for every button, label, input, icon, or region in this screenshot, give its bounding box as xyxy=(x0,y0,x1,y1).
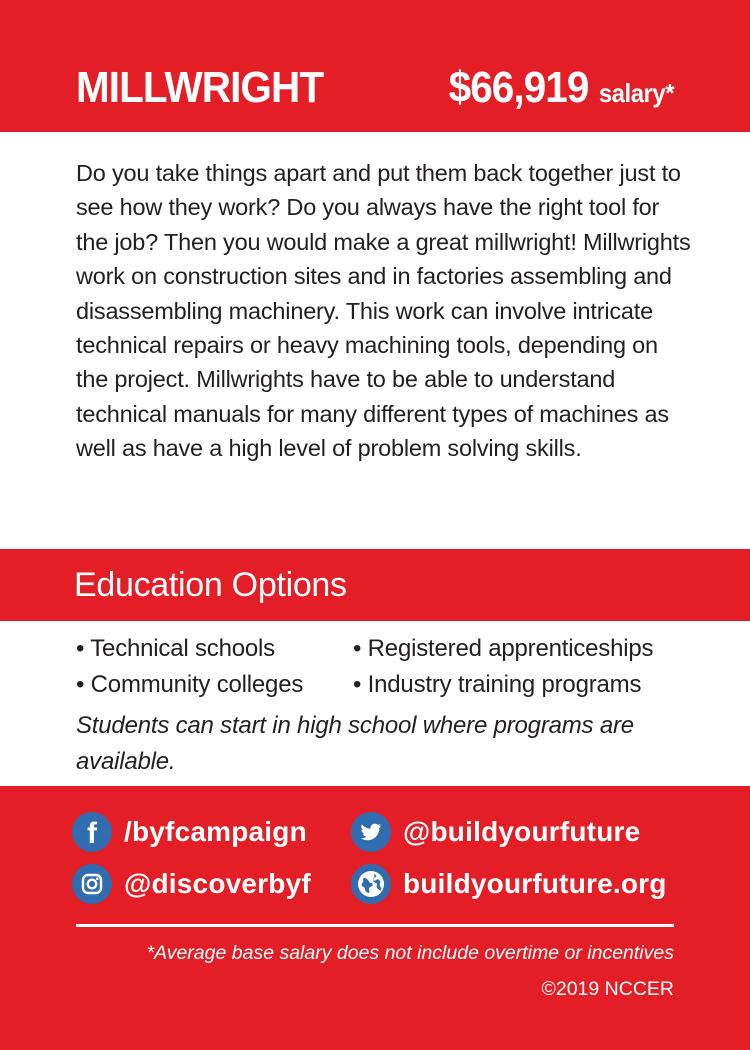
education-heading: Education Options xyxy=(74,566,347,604)
career-title: MILLWRIGHT xyxy=(76,63,324,112)
education-option: • Registered apprenticeships xyxy=(353,635,654,662)
twitter-icon xyxy=(351,812,391,852)
social-label: buildyourfuture.org xyxy=(403,868,667,899)
header-band xyxy=(0,0,750,132)
education-option: • Community colleges xyxy=(76,671,304,698)
social-label: /byfcampaign xyxy=(124,816,307,847)
career-description: Do you take things apart and put them back together just to see how they work? Do you always have the right tool for the job? Then you would make a great millwright! Millwrights work on construction sites and in factories assembling and disassembling machinery. This work can involve intricate technical repairs or heavy machining tools, depending on the project. Millwrights have to be able to understand technical manuals for many different types of machines as well as have a high level of problem solving skills. xyxy=(76,160,691,462)
education-option: • Technical schools xyxy=(76,635,275,662)
instagram-icon xyxy=(72,864,112,904)
education-option: • Industry training programs xyxy=(353,671,642,698)
facebook-icon xyxy=(72,812,112,852)
education-note: Students can start in high school where programs are available. xyxy=(76,712,634,775)
salary-label: salary* xyxy=(598,78,674,108)
salary-amount: $66,919 xyxy=(448,63,589,112)
social-label: @discoverbyf xyxy=(124,868,311,899)
salary-disclaimer: *Average base salary does not include overtime or incentives xyxy=(146,942,674,964)
footer-divider xyxy=(76,924,674,927)
copyright: ©2019 NCCER xyxy=(541,978,674,1000)
social-facebook[interactable] xyxy=(72,812,307,852)
social-label: @buildyourfuture xyxy=(403,816,641,847)
social-instagram[interactable] xyxy=(72,864,311,904)
svg-text:f: f xyxy=(87,817,97,850)
social-website[interactable] xyxy=(351,864,667,904)
social-twitter[interactable] xyxy=(351,812,640,852)
footer-band xyxy=(0,786,750,1050)
education-band xyxy=(0,549,750,621)
salary xyxy=(448,62,674,119)
globe-icon xyxy=(351,864,391,904)
